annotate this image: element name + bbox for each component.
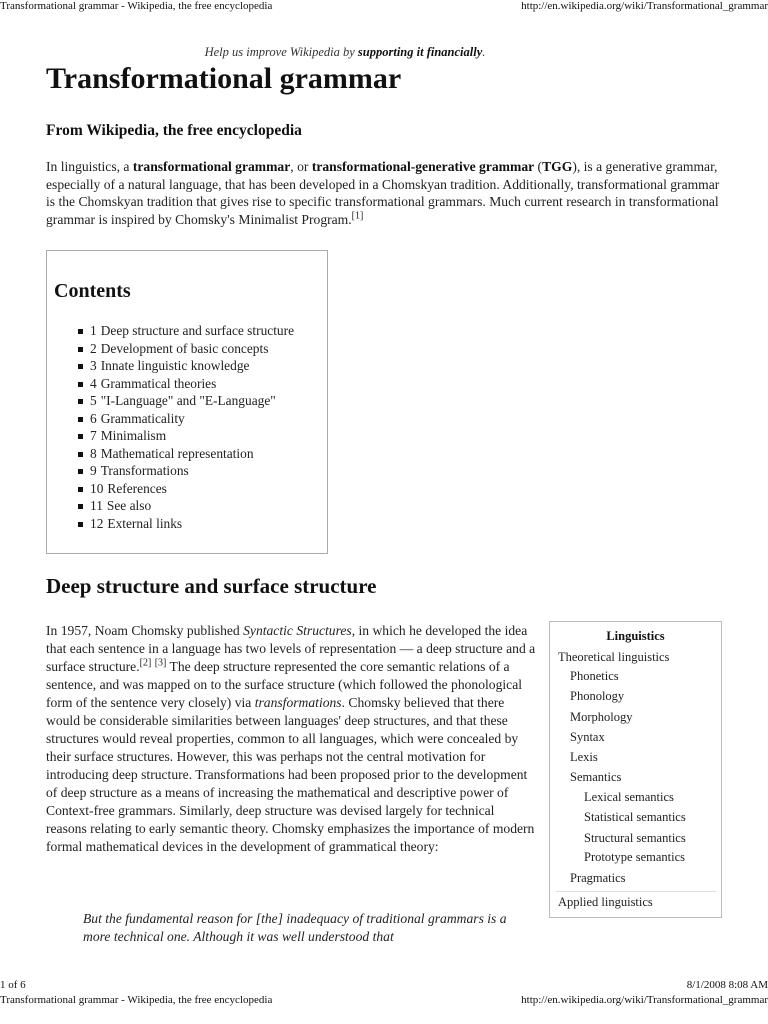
- toc-item-label: Innate linguistic knowledge: [100, 358, 250, 373]
- toc-item[interactable]: [78, 445, 294, 463]
- page-tagline: From Wikipedia, the free encyclopedia: [46, 122, 302, 139]
- print-footer-title: Transformational grammar - Wikipedia, the free encyclopedia: [0, 994, 273, 1006]
- toc-item-label: Deep structure and surface structure: [100, 323, 295, 338]
- print-header-title: Transformational grammar - Wikipedia, the free encyclopedia: [0, 0, 273, 12]
- lead-bold-1: transformational grammar: [132, 159, 291, 174]
- reference-1[interactable]: [1]: [351, 210, 364, 222]
- toc-item-label: Minimalism: [100, 428, 167, 443]
- infobox-link-lexis[interactable]: Lexis: [570, 750, 598, 764]
- print-footer: [0, 994, 768, 1008]
- infobox-link-morphology[interactable]: Morphology: [570, 710, 633, 724]
- print-footer-url: http://en.wikipedia.org/wiki/Transformational_grammar: [521, 994, 768, 1006]
- infobox-link-theoretical[interactable]: Theoretical linguistics: [558, 650, 670, 664]
- infobox-link-phonology[interactable]: Phonology: [570, 689, 625, 703]
- toc-item[interactable]: [78, 340, 294, 358]
- lead-text-1: In linguistics, a: [46, 159, 133, 174]
- print-header-url: http://en.wikipedia.org/wiki/Transformational_grammar: [521, 0, 768, 12]
- lead-text-3: (: [534, 159, 543, 174]
- body-paragraph: [46, 622, 536, 856]
- toc-item[interactable]: [78, 427, 294, 445]
- lead-bold-2: transformational-generative grammar: [311, 159, 535, 174]
- toc-list: [78, 322, 294, 532]
- para-text-3: The deep structure represented the core semantic relations of a sentence, and was mapped on to the surface structure (which followed the phonological form of the sentence very closely) via: [46, 659, 523, 710]
- toc-item[interactable]: [78, 357, 294, 375]
- toc-item[interactable]: [78, 410, 294, 428]
- infobox-link-structural-semantics[interactable]: Structural semantics: [584, 831, 686, 845]
- toc-item-number: 9: [90, 463, 97, 478]
- print-header: [0, 0, 768, 14]
- lead-text-2: , or: [290, 159, 312, 174]
- infobox-link-lexical-semantics[interactable]: Lexical semantics: [584, 790, 674, 804]
- infobox-link-statistical-semantics[interactable]: Statistical semantics: [584, 810, 686, 824]
- print-footer-pagination: [0, 979, 768, 993]
- toc-item-number: 5: [90, 393, 97, 408]
- lead-text-4: ), is a generative grammar, especially of a natural language, that has been developed in a Chomskyan tradition. Additionally, transformational grammar is the Chomskyan tradition that gives rise to specific transformational grammars. Much current research in transformational grammar is inspired by Chomsky's Minimalist Program.: [46, 159, 720, 227]
- page-title: Transformational grammar: [46, 62, 402, 95]
- notice-link[interactable]: supporting it financially: [357, 45, 483, 59]
- infobox-title: Linguistics: [606, 629, 665, 643]
- toc-item-label: Grammaticality: [100, 410, 185, 426]
- lead-bold-3: TGG: [542, 159, 573, 174]
- para-italic-2: transformations: [254, 695, 342, 710]
- toc-item-number: 2: [90, 340, 97, 356]
- page-number: 1 of 6: [0, 979, 26, 991]
- block-quote: But the fundamental reason for [the] inadequacy of traditional grammars is a more technical one. Although it was well understood that: [83, 911, 507, 944]
- para-text-1: In 1957, Noam Chomsky published: [46, 623, 244, 638]
- toc-item-number: 3: [90, 358, 97, 373]
- toc-item-number: 6: [90, 410, 97, 426]
- donation-notice: [0, 45, 690, 60]
- infobox-link-phonetics[interactable]: Phonetics: [570, 669, 619, 683]
- notice-prefix: Help us improve Wikipedia by: [204, 45, 358, 59]
- infobox-link-applied[interactable]: Applied linguistics: [558, 895, 653, 909]
- toc-item-label: References: [107, 480, 167, 496]
- lead-paragraph: [46, 158, 726, 228]
- para-italic-1: Syntactic Structures: [243, 623, 352, 638]
- infobox-link-pragmatics[interactable]: Pragmatics: [570, 871, 626, 885]
- reference-2[interactable]: [2]: [139, 657, 152, 669]
- toc-item-number: 1: [90, 323, 97, 338]
- infobox-link-prototype-semantics[interactable]: Prototype semantics: [584, 850, 686, 864]
- infobox-link-semantics[interactable]: Semantics: [570, 770, 622, 784]
- toc-item-label: Development of basic concepts: [100, 340, 269, 356]
- reference-3[interactable]: [3]: [154, 657, 167, 669]
- infobox-divider: [556, 891, 716, 892]
- para-text-2: , in which he developed the idea that each sentence in a language has two levels of representation — a deep structure and a surface structure.: [46, 623, 536, 674]
- para-text-4: . Chomsky believed that there would be considerable similarities between languages' deep structures, and that these structures would reveal properties, common to all languages, which were concealed by their surface structures. However, this was perhaps not the central motivation for introducing deep structure. Transformations had been proposed prior to the development of deep structure as a means of increasing the mathematical and descriptive power of Context-free grammars. Similarly, deep structure was devised largely for technical reasons relating to early semantic theory. Chomsky emphasizes the importance of modern formal mathematical devices in the development of grammatical theory:: [46, 695, 535, 854]
- toc-item-label: Mathematical representation: [100, 445, 254, 461]
- toc-item-number: 8: [90, 445, 97, 461]
- toc-item-number: 11: [90, 498, 103, 513]
- toc-item-number: 4: [90, 375, 97, 391]
- toc-item-number: 12: [90, 515, 104, 531]
- section-heading: Deep structure and surface structure: [46, 574, 377, 598]
- toc-title: Contents: [54, 280, 131, 302]
- toc-item-number: 7: [90, 428, 97, 443]
- print-datetime: 8/1/2008 8:08 AM: [686, 979, 768, 991]
- toc-item[interactable]: [78, 322, 294, 340]
- infobox-link-syntax[interactable]: Syntax: [570, 730, 605, 744]
- toc-item[interactable]: [78, 480, 294, 498]
- notice-suffix: .: [482, 45, 486, 59]
- toc-item[interactable]: [78, 375, 294, 393]
- toc-item-label: External links: [107, 515, 183, 531]
- toc-item-label: Transformations: [100, 463, 189, 478]
- toc-item-label: Grammatical theories: [100, 375, 217, 391]
- toc-item-number: 10: [90, 480, 104, 496]
- toc-item-label: "I-Language" and "E-Language": [100, 393, 276, 408]
- toc-item[interactable]: [78, 515, 294, 533]
- toc-item[interactable]: [78, 462, 294, 480]
- toc-item-label: See also: [106, 498, 152, 513]
- toc-item[interactable]: [78, 497, 294, 515]
- toc-item[interactable]: [78, 392, 294, 410]
